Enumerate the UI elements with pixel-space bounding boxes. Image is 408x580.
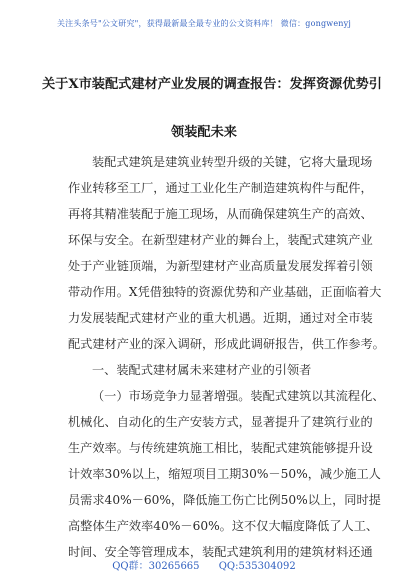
footer-qq-group: QQ群：30265665	[112, 561, 200, 572]
body-line-6: 带动作用。X凭借独特的资源优势和产业基础，正面临着大	[68, 285, 382, 299]
body-line-12: 生产效率。与传统建筑施工相比，装配式建筑能够提升设	[68, 441, 373, 455]
body-line-8: 配式建材产业的深入调研，形成此调研报告，供工作参考。	[68, 337, 385, 351]
body-line-4: 环保与安全。在新型建材产业的舞台上，装配式建筑产业	[68, 233, 373, 247]
section-heading-1: 一、装配式建材属未来建材产业的引领者	[92, 363, 312, 377]
body-line-13: 计效率30%以上，缩短项目工期30%－50%，减少施工人	[68, 467, 381, 481]
document-title-line-2: 领装配未来	[171, 125, 237, 140]
header-note: 关注头条号"公文研究"，获得最新最全最专业的公文资料库！ 微信：gongwenyj	[56, 19, 352, 28]
body-line-5: 处于产业链顶端，为新型建材产业高质量发展发挥着引领	[68, 259, 373, 273]
body-line-11: 机械化、自动化的生产安装方式，显著提升了建筑行业的	[68, 415, 373, 429]
body-line-3: 再将其精准装配于施工现场，从而确保建筑生产的高效、	[68, 207, 373, 221]
body-line-15: 高整体生产效率40%－60%。这不仅大幅度降低了人工、	[68, 519, 379, 533]
body-line-1: 装配式建筑是建筑业转型升级的关键，它将大量现场	[92, 155, 373, 169]
body-line-7: 力发展装配式建材产业的重大机遇。近期，通过对全市装	[68, 311, 373, 325]
footer-contact	[0, 557, 408, 572]
body-line-2: 作业转移至工厂，通过工业化生产制造建筑构件与配件，	[68, 181, 373, 195]
body-line-16: 时间、安全等管理成本，装配式建筑利用的建筑材料还通	[68, 545, 373, 559]
body-line-10: （一）市场竞争力显著增强。装配式建筑以其流程化、	[92, 389, 385, 403]
document-title-line-1: 关于X市装配式建材产业发展的调查报告：发挥资源优势引	[42, 77, 382, 92]
footer-qq-number: QQ:535304092	[218, 561, 296, 572]
body-line-14: 员需求40%－60%，降低施工伤亡比例50%以上，同时提	[68, 493, 381, 507]
